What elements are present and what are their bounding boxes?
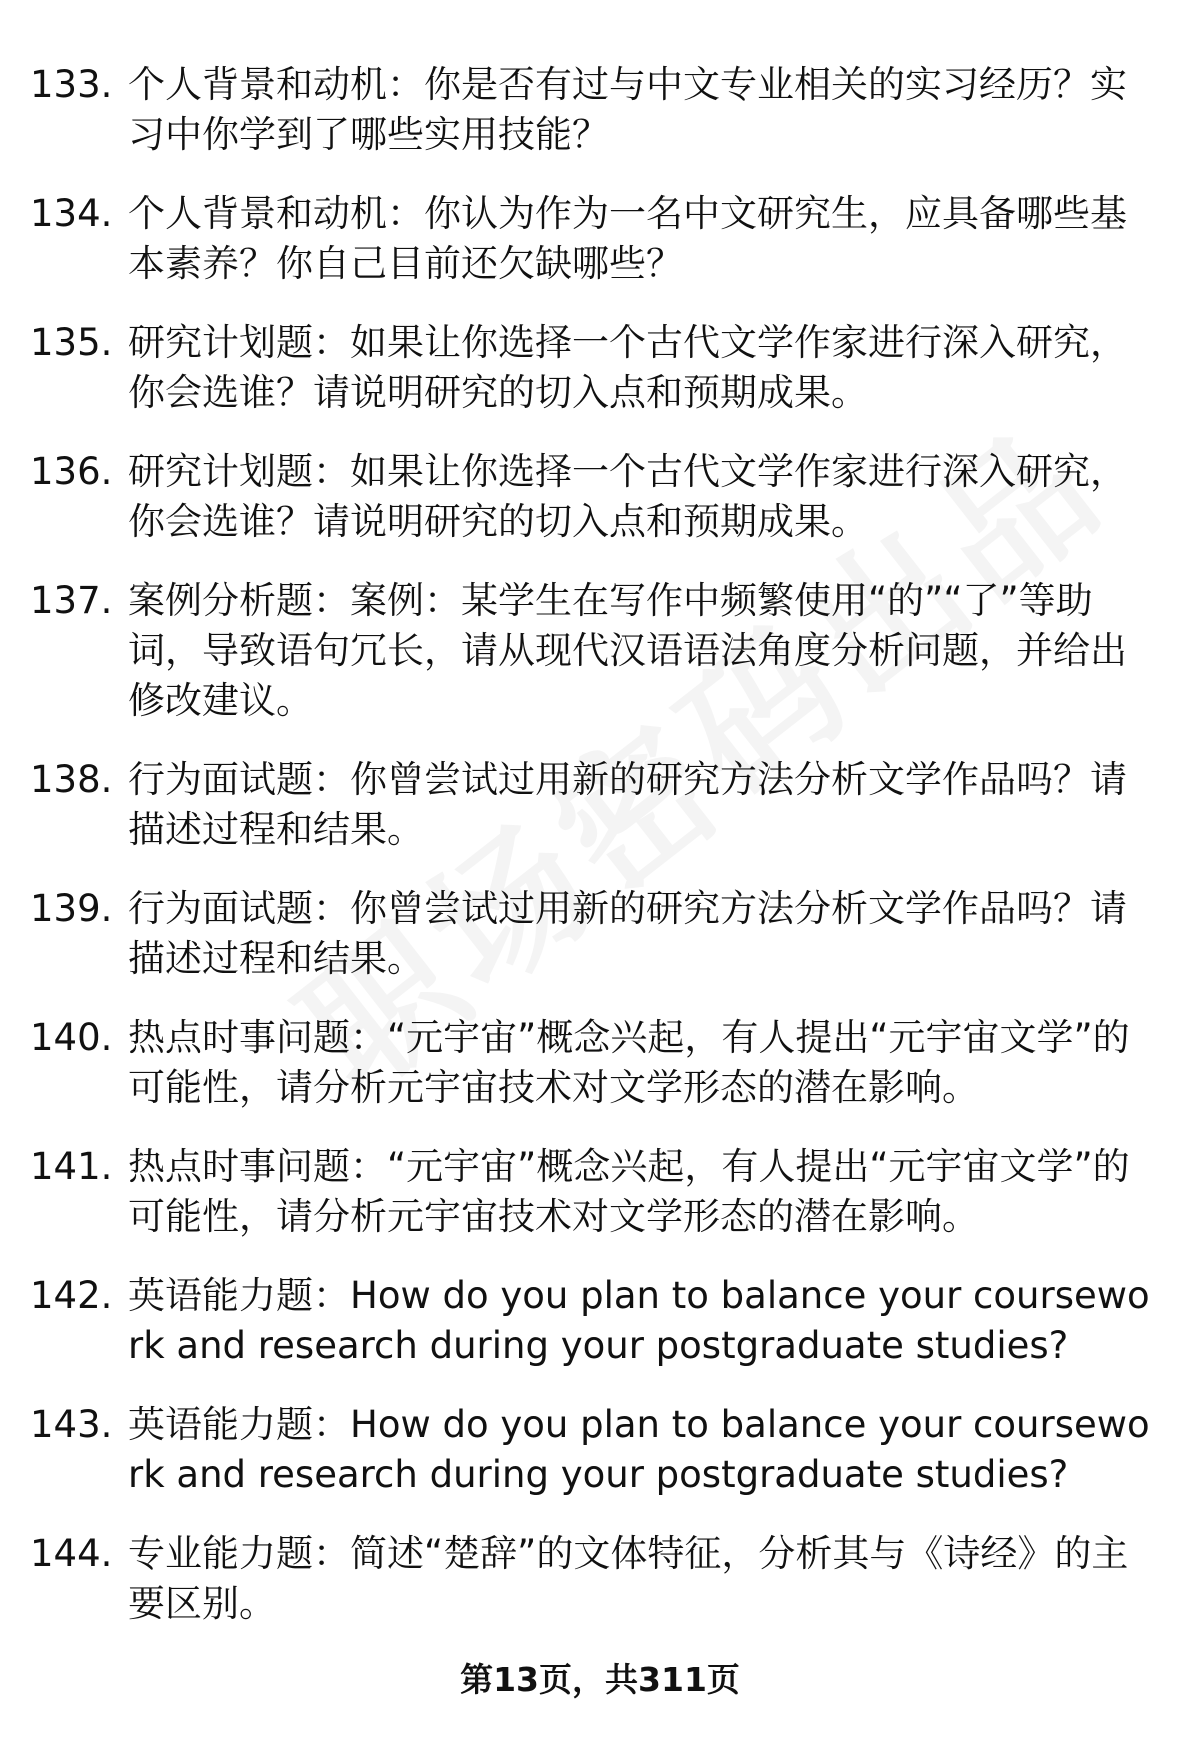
question-list bbox=[30, 60, 1160, 1658]
question-text: 行为面试题：你曾尝试过用新的研究方法分析文学作品吗？请描述过程和结果。 bbox=[128, 887, 1127, 980]
question-number: 143. bbox=[30, 1403, 113, 1446]
question-text: 行为面试题：你曾尝试过用新的研究方法分析文学作品吗？请描述过程和结果。 bbox=[128, 758, 1127, 851]
question-number: 140. bbox=[30, 1016, 113, 1059]
question-text: 研究计划题：如果让你选择一个古代文学作家进行深入研究，你会选谁？请说明研究的切入点和预期成果。 bbox=[128, 450, 1127, 543]
question-item bbox=[30, 447, 1160, 547]
question-item bbox=[30, 576, 1160, 726]
question-item bbox=[30, 1142, 1160, 1242]
page-footer bbox=[0, 1655, 1200, 1705]
question-item bbox=[30, 1529, 1160, 1629]
question-item bbox=[30, 884, 1160, 984]
question-number: 137. bbox=[30, 579, 113, 622]
question-item bbox=[30, 1400, 1160, 1500]
question-number: 138. bbox=[30, 758, 113, 801]
question-text: 英语能力题：How do you plan to balance your coursework and research during your postgraduate studies? bbox=[128, 1274, 1150, 1367]
question-text: 英语能力题：How do you plan to balance your coursework and research during your postgraduate studies? bbox=[128, 1403, 1150, 1496]
question-text: 专业能力题：简述“楚辞”的文体特征，分析其与《诗经》的主要区别。 bbox=[128, 1532, 1129, 1625]
question-number: 142. bbox=[30, 1274, 113, 1317]
question-item bbox=[30, 318, 1160, 418]
question-text: 案例分析题：案例：某学生在写作中频繁使用“的”“了”等助词，导致语句冗长，请从现代汉语语法角度分析问题，并给出修改建议。 bbox=[128, 579, 1127, 722]
question-item bbox=[30, 755, 1160, 855]
question-number: 133. bbox=[30, 63, 113, 106]
question-item bbox=[30, 1013, 1160, 1113]
question-number: 141. bbox=[30, 1145, 113, 1188]
question-text: 个人背景和动机：你认为作为一名中文研究生，应具备哪些基本素养？你自己目前还欠缺哪些？ bbox=[128, 192, 1127, 285]
question-number: 135. bbox=[30, 321, 113, 364]
question-number: 144. bbox=[30, 1532, 113, 1575]
question-text: 热点时事问题：“元宇宙”概念兴起，有人提出“元宇宙文学”的可能性，请分析元宇宙技术对文学形态的潜在影响。 bbox=[128, 1145, 1130, 1238]
question-item bbox=[30, 1271, 1160, 1371]
question-number: 139. bbox=[30, 887, 113, 930]
question-text: 个人背景和动机：你是否有过与中文专业相关的实习经历？实习中你学到了哪些实用技能？ bbox=[128, 63, 1127, 156]
question-item bbox=[30, 189, 1160, 289]
question-text: 研究计划题：如果让你选择一个古代文学作家进行深入研究，你会选谁？请说明研究的切入点和预期成果。 bbox=[128, 321, 1127, 414]
question-text: 热点时事问题：“元宇宙”概念兴起，有人提出“元宇宙文学”的可能性，请分析元宇宙技术对文学形态的潜在影响。 bbox=[128, 1016, 1130, 1109]
question-number: 136. bbox=[30, 450, 113, 493]
question-item bbox=[30, 60, 1160, 160]
page-number-label: 第13页，共311页 bbox=[460, 1660, 740, 1699]
question-number: 134. bbox=[30, 192, 113, 235]
